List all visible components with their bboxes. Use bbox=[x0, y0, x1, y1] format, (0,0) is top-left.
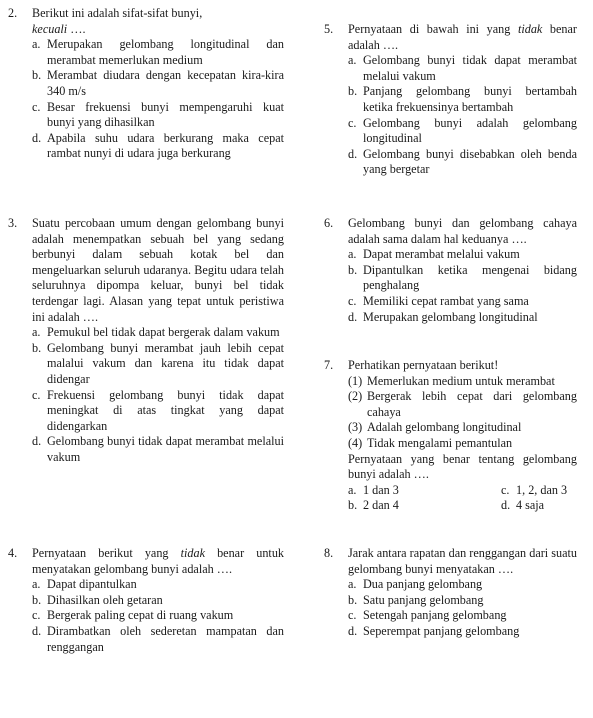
option-d[interactable]: d. Merupakan gelombang longitudinal bbox=[348, 309, 538, 324]
option-a[interactable]: a. Pemukul bel tidak dapat bergerak dalam vakum bbox=[32, 325, 280, 340]
question-6 bbox=[324, 216, 577, 325]
question-5 bbox=[324, 22, 577, 178]
option-c[interactable]: c. 1, 2, dan 3 bbox=[501, 482, 568, 497]
option-c[interactable]: c. Gelombang bunyi adalah gelombang longitudinal bbox=[348, 115, 577, 146]
option-d[interactable]: d. Dirambatkan oleh sederetan mampatan dan renggangan bbox=[32, 623, 284, 654]
option-d[interactable]: d. Gelombang bunyi tidak dapat merambat melalui vakum bbox=[32, 434, 284, 464]
option-b[interactable]: b. Merambat diudara dengan kecepatan kira-kira 340 m/s bbox=[32, 68, 284, 98]
question-8 bbox=[324, 546, 577, 640]
question-stem: Suatu percobaan umum dengan gelombang bunyi adalah menempatkan sebuah bel yang sedang berbunyi dalam sebuah kotak bel dan mengeluarkan seluruh udaranya. Begitu udara telah seluruhnya dipompa keluar, bunyi bel tidak terdengar lagi. Alasan yang tepat untuk peristiwa ini adalah …. bbox=[32, 216, 284, 324]
question-number: 5. bbox=[324, 22, 334, 36]
option-a[interactable]: a. 1 dan 3 bbox=[348, 482, 399, 497]
question-4 bbox=[8, 546, 284, 655]
option-c[interactable]: c. Setengah panjang gelombang bbox=[348, 608, 507, 623]
option-d[interactable]: d. Apabila suhu udara berkurang maka cepat rambat nunyi di udara juga berkurang bbox=[32, 130, 284, 161]
option-a[interactable]: a. Dua panjang gelombang bbox=[348, 577, 483, 592]
option-b[interactable]: b. Dihasilkan oleh getaran bbox=[32, 592, 163, 607]
option-a[interactable]: a. Dapat merambat melalui vakum bbox=[348, 247, 520, 262]
option-b[interactable]: b. Satu panjang gelombang bbox=[348, 592, 484, 607]
option-d[interactable]: d. Seperempat panjang gelombang bbox=[348, 623, 520, 638]
question-stem: Berikut ini adalah sifat-sifat bunyi, kecuali …. bbox=[32, 6, 203, 36]
option-c[interactable]: c. Memiliki cepat rambat yang sama bbox=[348, 293, 529, 308]
option-b[interactable]: b. Dipantulkan ketika mengenai bidang penghalang bbox=[348, 262, 577, 293]
statement-2: (2) Bergerak lebih cepat dari gelombang cahaya bbox=[348, 389, 577, 419]
emphasis: kecuali bbox=[32, 21, 68, 36]
option-d[interactable]: d. 4 saja bbox=[501, 498, 545, 513]
option-a[interactable]: a. Dapat dipantulkan bbox=[32, 577, 137, 592]
question-number: 8. bbox=[324, 546, 334, 560]
question-stem: Pernyataan berikut yang tidak benar untuk menyatakan gelombang bunyi adalah …. bbox=[32, 546, 285, 576]
statement-1: (1) Memerlukan medium untuk merambat bbox=[348, 373, 555, 388]
option-d[interactable]: d. Gelombang bunyi disebabkan oleh benda yang bergetar bbox=[348, 146, 577, 177]
statement-4: (4) Tidak mengalami pemantulan bbox=[348, 435, 513, 450]
question-prompt: Pernyataan yang benar tentang gelombang bunyi adalah …. bbox=[348, 451, 577, 482]
option-a[interactable]: a. Gelombang bunyi tidak dapat merambat melalui vakum bbox=[348, 53, 577, 83]
option-b[interactable]: b. Gelombang bunyi merambat jauh lebih cepat malalui vakum dan karena itu tidak dapat didengar bbox=[32, 340, 284, 386]
option-c[interactable]: c. Frekuensi gelombang bunyi tidak dapat meningkat di atas tingkat yang dapat didengarkan bbox=[32, 387, 284, 433]
question-stem: Jarak antara rapatan dan renggangan dari suatu gelombang bunyi menyatakan …. bbox=[348, 546, 577, 576]
emphasis: tidak bbox=[517, 22, 543, 36]
question-3 bbox=[8, 216, 284, 466]
question-2 bbox=[8, 6, 284, 162]
option-b[interactable]: b. 2 dan 4 bbox=[348, 498, 399, 513]
question-7 bbox=[324, 358, 577, 514]
question-number: 2. bbox=[8, 6, 18, 20]
option-b[interactable]: b. Panjang gelombang bunyi bertambah ketika frekuensinya bertambah bbox=[348, 84, 577, 114]
option-c[interactable]: c. Besar frekuensi bunyi mempengaruhi kuat bunyi yang dihasilkan bbox=[32, 99, 284, 130]
question-number: 3. bbox=[8, 216, 18, 230]
emphasis: tidak bbox=[180, 546, 205, 560]
option-c[interactable]: c. Bergerak paling cepat di ruang vakum bbox=[32, 608, 234, 623]
statement-3: (3) Adalah gelombang longitudinal bbox=[348, 420, 522, 435]
option-a[interactable]: a. Merupakan gelombang longitudinal dan merambat memerlukan medium bbox=[32, 37, 284, 67]
question-stem: Pernyataan di bawah ini yang tidak benar adalah …. bbox=[348, 22, 577, 52]
question-number: 4. bbox=[8, 546, 18, 560]
question-stem: Gelombang bunyi dan gelombang cahaya adalah sama dalam hal keduanya …. bbox=[348, 216, 577, 246]
question-stem: Perhatikan pernyataan berikut! bbox=[348, 358, 499, 372]
question-number: 7. bbox=[324, 358, 334, 372]
question-number: 6. bbox=[324, 216, 334, 230]
